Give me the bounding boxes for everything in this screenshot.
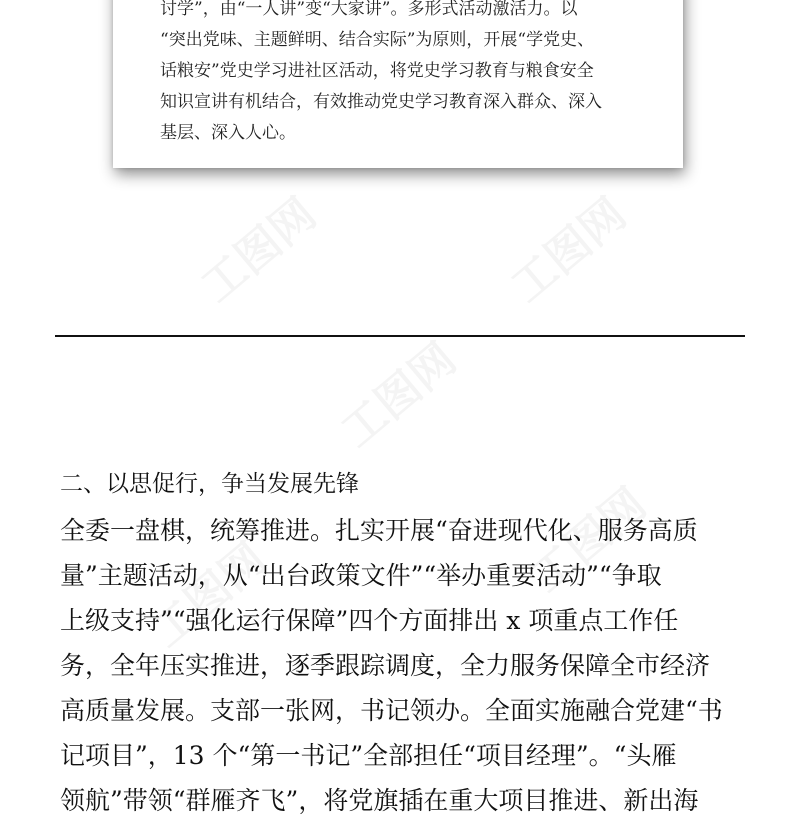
card-text-line: “突出党味、主题鲜明、结合实际”为原则，开展“学党史、 [160,30,595,50]
body-paragraph [60,508,750,823]
body-text-line: 量”主题活动，从“出台政策文件”“举办重要活动”“争取 [60,561,662,590]
body-text-line: 务，全年压实推进，逐季跟踪调度，全力服务保障全市经济 [60,651,711,680]
card-text-line: 知识宣讲有机结合，有效推动党史学习教育深入群众、深入 [160,92,602,112]
body-text-line: 领航”带领“群雁齐飞”，将党旗插在重大项目推进、新出海 [60,786,699,815]
section-heading: 二、以思促行，争当发展先锋 [60,471,359,497]
body-text-line: 全委一盘棋，统筹推进。扎实开展“奋进现代化、服务高质 [60,516,698,545]
card-text-line: 讨学”，由“一人讲”变“大家讲”。多形式活动激活力。以 [160,0,578,19]
watermark [325,325,467,459]
body-text-line: 上级支持”“强化运行保障”四个方面排出 x 项重点工作任 [60,606,679,635]
card-text-line: 话粮安”党史学习进社区活动，将党史学习教育与粮食安全 [160,61,594,81]
card-text-line: 基层、深入人心。 [160,123,296,143]
card-paragraph [160,0,660,149]
body-text-line: 高质量发展。支部一张网，书记领办。全面实施融合党建“书 [60,696,723,725]
body-text-line: 记项目”，13 个“第一书记”全部担任“项目经理”。“头雁 [60,741,677,770]
watermark [185,180,327,314]
watermark [495,180,637,314]
quote-card [113,0,683,168]
section-divider [55,335,745,337]
